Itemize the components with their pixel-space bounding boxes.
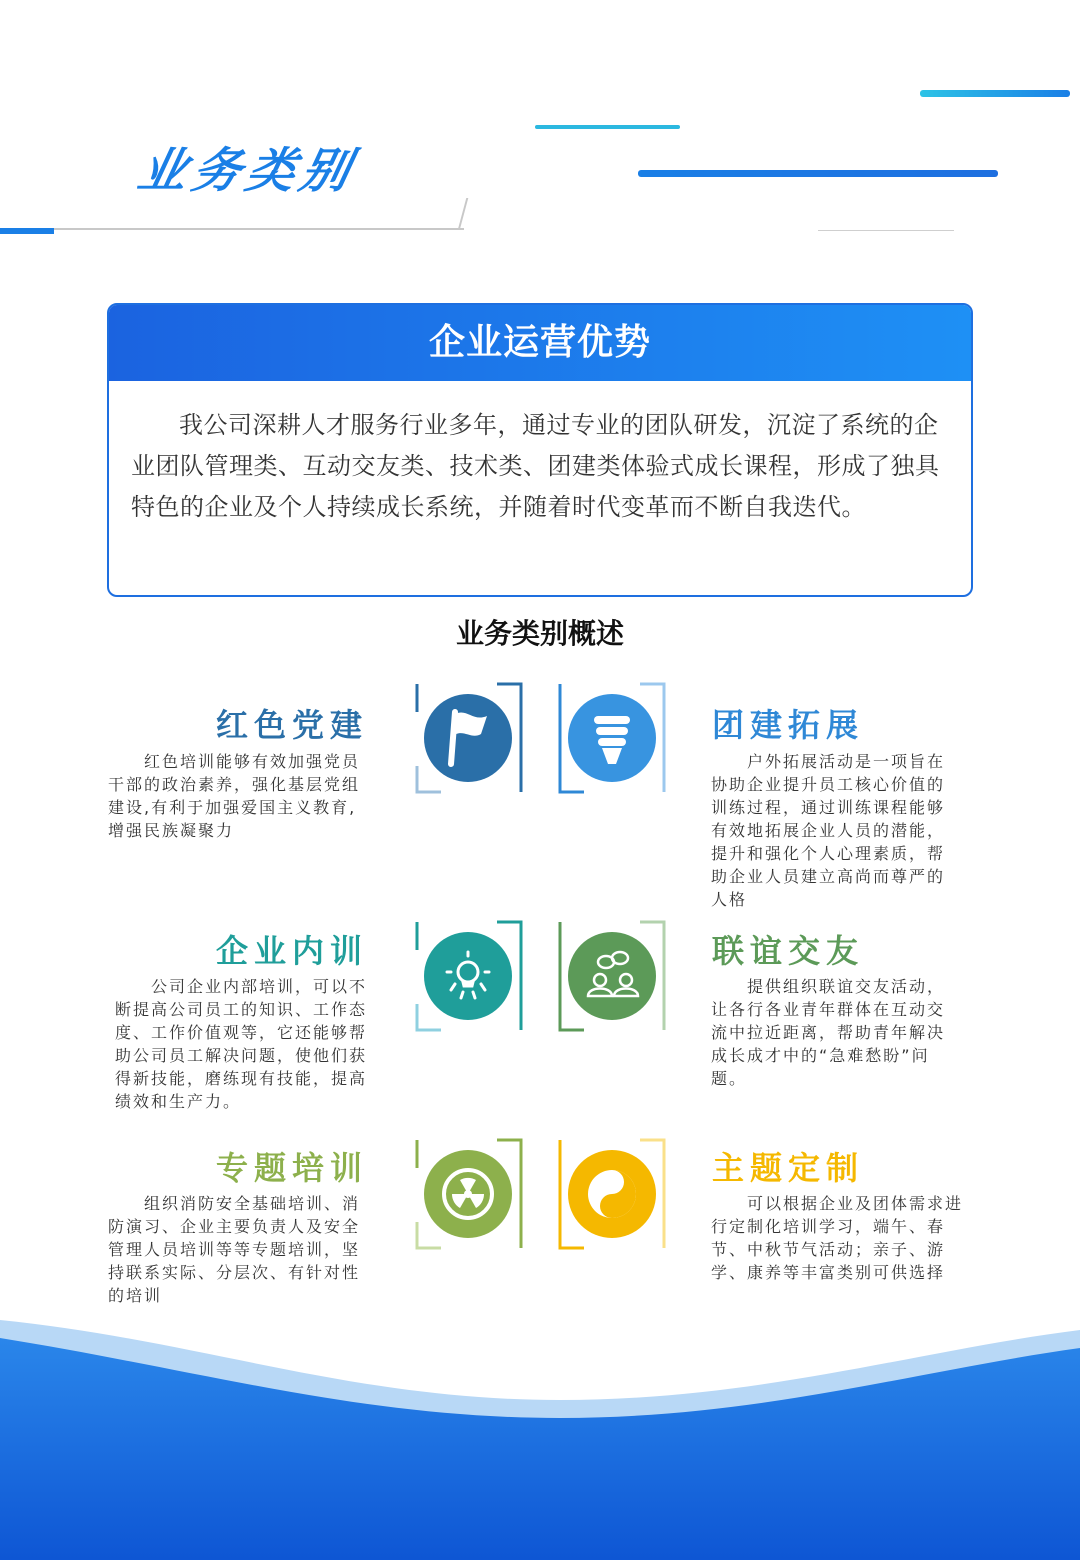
decor-line: [920, 90, 1070, 97]
advantage-panel: [107, 303, 973, 597]
item-title-internal-training: 企业内训: [215, 932, 368, 970]
item-title-red-party: 红色党建: [215, 706, 368, 744]
decor-slash: [458, 198, 469, 230]
item-desc-special-training: 组织消防安全基础培训、消防演习、企业主要负责人及安全管理人员培训等等专题培训，坚持联系实际、分层次、有针对性的培训: [108, 1194, 361, 1305]
decor-underline: [54, 228, 464, 230]
decor-line: [638, 170, 998, 177]
page-title: 业务类别: [133, 143, 362, 199]
item-title-special-training: 专题培训: [215, 1149, 368, 1187]
decor-line: [0, 228, 54, 234]
yin-yang-icon: [588, 1170, 636, 1218]
advantage-heading: 企业运营优势: [109, 305, 971, 381]
item-title-team-building: 团建拓展: [712, 706, 865, 744]
icon-card-radiation: [415, 1138, 523, 1250]
icon-card-yin-yang: [558, 1138, 666, 1250]
item-desc-team-building: 户外拓展活动是一项旨在协助企业提升员工核心价值的训练过程，通过训练课程能够有效地拓展企业人员的潜能，提升和强化个人心理素质，帮助企业人员建立高尚而尊严的人格: [711, 752, 946, 909]
decor-line: [818, 230, 954, 231]
item-desc-social: 提供组织联谊交友活动，让各行各业青年群体在互动交流中拉近距离，帮助青年解决成长成才中的“急难愁盼”问题。: [711, 977, 946, 1088]
icon-card-ice-cream: [558, 682, 666, 794]
item-desc-internal-training: 公司企业内部培训，可以不断提高公司员工的知识、工作态度、工作价值观等，它还能够帮助公司员工解决问题，使他们获得新技能，磨练现有技能，提高绩效和生产力。: [115, 977, 368, 1111]
item-desc-red-party: 红色培训能够有效加强党员干部的政治素养，强化基层党组建设,有利于加强爱国主义教育,增强民族凝聚力: [108, 752, 361, 840]
bottom-wave: [0, 1310, 1080, 1560]
item-title-custom-theme: 主题定制: [712, 1149, 865, 1187]
overview-title: 业务类别概述: [455, 617, 624, 650]
icon-card-flag: [415, 682, 523, 794]
item-desc-custom-theme: 可以根据企业及团体需求进行定制化培训学习，端午、春节、中秋节气活动；亲子、游学、康养等丰富类别可供选择: [711, 1194, 964, 1282]
icon-card-people-chat: [558, 920, 666, 1032]
advantage-body: 我公司深耕人才服务行业多年，通过专业的团队研发，沉淀了系统的企业团队管理类、互动交友类、技术类、团建类体验式成长课程，形成了独具特色的企业及个人持续成长系统，并随着时代变革而不断自我迭代。: [131, 411, 940, 521]
item-title-social: 联谊交友: [712, 932, 865, 970]
decor-line: [535, 125, 680, 129]
icon-card-lightbulb: [415, 920, 523, 1032]
